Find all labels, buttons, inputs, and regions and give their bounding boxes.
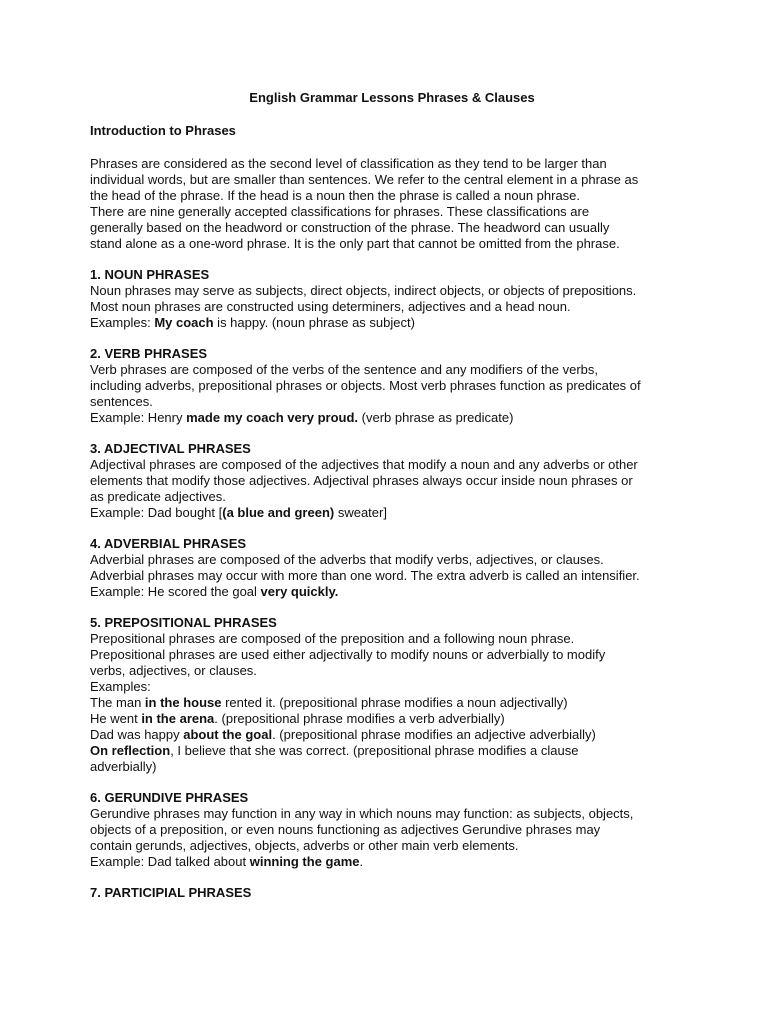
- text-line: Most noun phrases are constructed using determiners, adjectives and a head noun.: [90, 299, 571, 314]
- text-line: Noun phrases may serve as subjects, direct objects, indirect objects, or objects of prepositions.: [90, 283, 637, 298]
- intro-paragraph: [90, 156, 690, 252]
- example-prefix: Dad was happy: [90, 727, 184, 742]
- example-emphasis: made my coach very proud.: [186, 410, 359, 425]
- example-suffix: , I believe that she was correct. (prepositional phrase modifies a clause: [170, 743, 579, 758]
- example-emphasis: very quickly.: [260, 584, 339, 599]
- text-line: Prepositional phrases are composed of the preposition and a following noun phrase.: [90, 631, 575, 646]
- section-heading: 2. VERB PHRASES: [90, 346, 208, 361]
- example-prefix: Examples:: [90, 315, 155, 330]
- text-line: elements that modify those adjectives. Adjectival phrases always occur inside noun phrases or: [90, 473, 633, 488]
- intro-heading: Introduction to Phrases: [90, 123, 236, 138]
- example-prefix: Example: Henry: [90, 410, 187, 425]
- example-line: [90, 854, 690, 870]
- example-prefix: Example: Dad bought [: [90, 505, 223, 520]
- document-page: [90, 90, 690, 901]
- section-heading: 4. ADVERBIAL PHRASES: [90, 536, 247, 551]
- section-noun-phrases: [90, 267, 690, 331]
- example-line: [90, 315, 690, 331]
- example-suffix: .: [359, 854, 364, 869]
- text-line: the head of the phrase. If the head is a noun then the phrase is called a noun phrase.: [90, 188, 581, 203]
- example-prefix: Example: He scored the goal: [90, 584, 261, 599]
- example-line: [90, 743, 690, 759]
- text-line: individual words, but are smaller than sentences. We refer to the central element in a phrase as: [90, 172, 639, 187]
- example-suffix: sweater]: [334, 505, 387, 520]
- example-line: [90, 410, 690, 426]
- text-line: generally based on the headword or construction of the phrase. The headword can usually: [90, 220, 610, 235]
- example-prefix: He went: [90, 711, 142, 726]
- example-line: [90, 695, 690, 711]
- example-prefix: Example: Dad talked about: [90, 854, 250, 869]
- document-title: English Grammar Lessons Phrases & Clauses: [249, 90, 535, 105]
- example-suffix: . (prepositional phrase modifies a verb adverbially): [214, 711, 505, 726]
- example-prefix: The man: [90, 695, 145, 710]
- example-line: [90, 584, 690, 600]
- example-suffix: (verb phrase as predicate): [358, 410, 514, 425]
- section-heading: 5. PREPOSITIONAL PHRASES: [90, 615, 277, 630]
- section-adverbial-phrases: [90, 536, 690, 600]
- text-line: Adjectival phrases are composed of the adjectives that modify a noun and any adverbs or other: [90, 457, 638, 472]
- text-line: Adverbial phrases are composed of the adverbs that modify verbs, adjectives, or clauses.: [90, 552, 604, 567]
- example-emphasis: in the house: [144, 695, 222, 710]
- section-heading: 7. PARTICIPIAL PHRASES: [90, 885, 252, 900]
- text-line: as predicate adjectives.: [90, 489, 226, 504]
- section-adjectival-phrases: [90, 441, 690, 521]
- example-suffix: is happy. (noun phrase as subject): [213, 315, 415, 330]
- text-line: Adverbial phrases may occur with more than one word. The extra adverb is called an intensifier.: [90, 568, 640, 583]
- text-line: adverbially): [90, 759, 157, 774]
- example-line: [90, 711, 690, 727]
- example-emphasis: in the arena: [141, 711, 215, 726]
- text-line: including adverbs, prepositional phrases or objects. Most verb phrases function as predicates of: [90, 378, 641, 393]
- section-verb-phrases: [90, 346, 690, 426]
- example-suffix: . (prepositional phrase modifies an adjective adverbially): [272, 727, 596, 742]
- example-emphasis: (a blue and green): [222, 505, 335, 520]
- section-prepositional-phrases: [90, 615, 690, 775]
- text-line: sentences.: [90, 394, 153, 409]
- text-line: There are nine generally accepted classifications for phrases. These classifications are: [90, 204, 590, 219]
- example-emphasis: My coach: [154, 315, 214, 330]
- example-line: [90, 727, 690, 743]
- example-emphasis: about the goal: [183, 727, 273, 742]
- example-emphasis: winning the game: [249, 854, 360, 869]
- text-line: stand alone as a one-word phrase. It is the only part that cannot be omitted from the phrase.: [90, 236, 620, 251]
- text-line: Phrases are considered as the second level of classification as they tend to be larger than: [90, 156, 607, 171]
- section-heading: 6. GERUNDIVE PHRASES: [90, 790, 249, 805]
- text-line: Prepositional phrases are used either adjectivally to modify nouns or adverbially to modify: [90, 647, 606, 662]
- section-heading: 3. ADJECTIVAL PHRASES: [90, 441, 251, 456]
- example-line: [90, 505, 690, 521]
- example-suffix: rented it. (prepositional phrase modifies a noun adjectivally): [221, 695, 568, 710]
- text-line: objects of a preposition, or even nouns functioning as adjectives Gerundive phrases may: [90, 822, 601, 837]
- text-line: contain gerunds, adjectives, objects, adverbs or other main verb elements.: [90, 838, 519, 853]
- section-heading: 1. NOUN PHRASES: [90, 267, 210, 282]
- text-line: verbs, adjectives, or clauses.: [90, 663, 257, 678]
- section-participial-phrases: [90, 885, 690, 901]
- text-line: Verb phrases are composed of the verbs of the sentence and any modifiers of the verbs,: [90, 362, 599, 377]
- section-gerundive-phrases: [90, 790, 690, 870]
- example-emphasis: On reflection: [90, 743, 171, 758]
- text-line: Gerundive phrases may function in any way in which nouns may function: as subjects, objects,: [90, 806, 634, 821]
- text-line: Examples:: [90, 679, 151, 694]
